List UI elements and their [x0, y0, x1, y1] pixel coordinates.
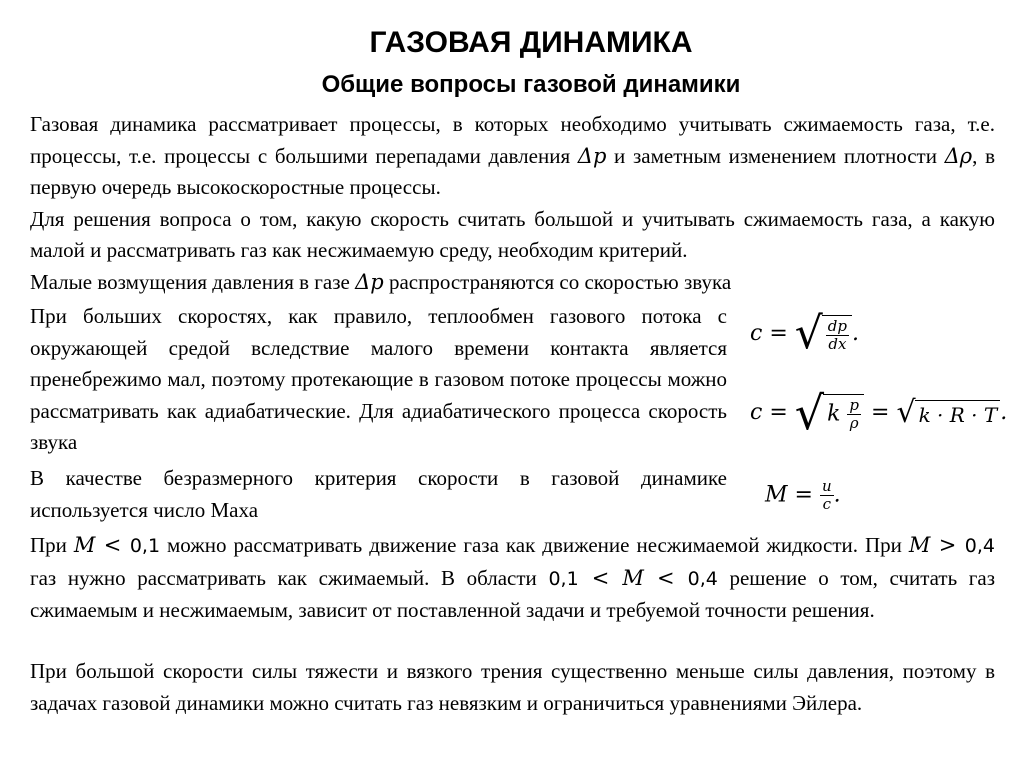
delta-rho-symbol: Δρ: [944, 143, 973, 168]
formula-1-lhs: c =: [750, 321, 788, 346]
intro-text-3: , в первую очередь высокоскоростные процессы.: [30, 143, 995, 199]
adiabatic-paragraph: При больших скоростях, как правило, теплообмен газового потока с окружающей средой вследствие малого времени контакта является пренебрежимо мал, поэтому протекающие в газовом потоке процессы можно рассматривать как адиабатические. Для адиабатического процесса скорость звука: [30, 304, 727, 454]
sqrt-symbol: √: [794, 386, 825, 440]
disturbance-text-1: Малые возмущения давления в газе: [30, 269, 356, 294]
intro-paragraph: [30, 109, 995, 298]
formula-1-fraction: $\frac{dp}{dx}$: [827, 317, 848, 353]
sqrt-symbol: √: [896, 395, 916, 430]
mach-ranges-paragraph: При M < 0,1 можно рассматривать движение газа как движение несжимаемой жидкости. При M > 0,4 газ нужно рассматривать как сжимаемый. В области 0,1 < M < 0,4 решение о том, считать газ сжимаемым и несжимаемым, зависит от поставленной задачи и требуемой точности решения.: [30, 533, 996, 622]
formula-2-lhs: c =: [750, 400, 788, 425]
sound-speed-formula: c = √ $\frac{dp}{dx}$ .: [750, 308, 860, 359]
adiabatic-sound-speed-formula: c = √ k $\frac{p}{\rho}$ = √ k · R · T .: [750, 386, 1008, 440]
intro-text-1: Газовая динамика рассматривает процессы, в которых необходимо учитывать сжимаемость газа, т.е. процессы, т.е. процессы с большими перепадами давления: [30, 112, 995, 168]
inviscid-paragraph: При большой скорости силы тяжести и вязкого трения существенно меньше силы давления, поэтому в задачах газовой динамики можно считать газ невязким и ограничиться уравнениями Эйлера.: [30, 659, 995, 715]
page-subtitle: Общие вопросы газовой динамики: [321, 71, 741, 98]
mach-paragraph: В качестве безразмерного критерия скорости в газовой динамике используется число Маха: [30, 466, 727, 522]
formula-3-lhs: M =: [765, 482, 813, 508]
formula-2-fraction: $\frac{p}{\rho}$: [849, 396, 860, 432]
formula-2-radicand: k · R · T: [915, 400, 1001, 427]
disturbance-text-2: распространяются со скоростью звука: [383, 269, 732, 294]
mach-number-formula: M = $\frac{u}{c}$ .: [765, 477, 841, 513]
page-title: ГАЗОВАЯ ДИНАМИКА: [369, 26, 693, 59]
criterion-text: Для решения вопроса о том, какую скорость считать большой и учитывать сжимаемость газа, а какую малой и рассматривать газ как несжимаемую среду, необходим критерий.: [30, 206, 995, 262]
delta-p-symbol: Δp: [577, 143, 607, 168]
formula-3-fraction: $\frac{u}{c}$: [821, 477, 832, 513]
sqrt-symbol: √: [794, 308, 823, 359]
delta-p-symbol-2: Δp: [355, 269, 384, 294]
intro-text-2: и заметным изменением плотности: [606, 143, 945, 168]
